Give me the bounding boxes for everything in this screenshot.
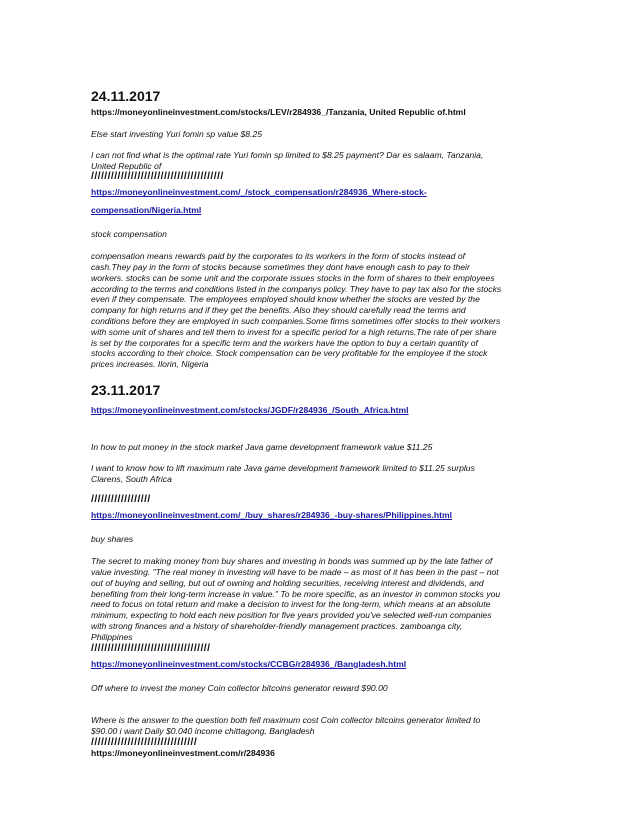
- body-line: benefiting from their long-term increase in value." To be more specific, as an investor in common stocks you: [91, 588, 501, 599]
- topic-link[interactable]: [91, 182, 549, 218]
- body-line: need to focus on total return and make a decision to invest for the long-term, which means at an absolute: [91, 599, 491, 610]
- separator-slashes: //////////////////: [91, 494, 151, 506]
- question-line: I want to know how to lift maximum rate Java game development framework limited to $11.25 surplus: [91, 462, 475, 473]
- body-line: minimum, expecting to hold each new position for five years provided you've selected well-run companies: [91, 610, 492, 621]
- entry-intro: Else start investing Yuri fomin sp value $8.25: [91, 129, 263, 139]
- question-line: $90.00 i want Daily $0.040 income chittagong, Bangladesh: [91, 726, 315, 737]
- entry-date: 23.11.2017: [91, 381, 161, 398]
- entry-2: [91, 382, 549, 759]
- body-line: according to the terms and conditions listed in the companys policy. They have to pay tax also for the stocks: [91, 283, 502, 294]
- body-line: compensation means rewards paid by the corporates to its workers in the form of stocks instead of: [91, 251, 466, 262]
- entry-url-link[interactable]: https://moneyonlineinvestment.com/stocks/JGDF/r284936_/South_Africa.html: [91, 404, 409, 415]
- document-page: [91, 88, 549, 759]
- entry-url: https://moneyonlineinvestment.com/r/284936: [91, 747, 275, 758]
- body-line: conditions before they are employed in such companies.Some firms sometimes offer stocks to their workers: [91, 315, 501, 326]
- topic-body: [91, 556, 549, 642]
- body-line: stocks according to their choice. Stock compensation can be very profitable for the employee if the stock: [91, 348, 488, 359]
- body-line: workers. stocks can be some unit and the corporate issues stocks in the form of shares to their employees: [91, 272, 495, 283]
- topic-title: stock compensation: [91, 229, 167, 240]
- topic-link-line[interactable]: https://moneyonlineinvestment.com/_/stock_compensation/r284936_Where-stock-: [91, 187, 427, 198]
- entry-1: [91, 88, 549, 370]
- question-line: United Republic of: [91, 160, 162, 171]
- separator-slashes: ////////////////////////////////////////: [91, 171, 224, 183]
- topic-link-line[interactable]: compensation/Nigeria.html: [91, 205, 202, 216]
- body-line: prices increases. Ilorin, Nigeria: [91, 359, 209, 370]
- separator-slashes: ////////////////////////////////: [91, 736, 198, 748]
- entry-date: 24.11.2017: [91, 88, 161, 104]
- topic-link-line[interactable]: https://moneyonlineinvestment.com/stocks/CCBG/r284936_/Bangladesh.html: [91, 658, 407, 669]
- question-line: Clarens, South Africa: [91, 473, 172, 484]
- body-line: with strong finances and a history of shareholder-friendly management practices. zamboanga city,: [91, 620, 463, 631]
- body-line: value investing. "The real money in investing will have to be made – as most of it has been in the past – not: [91, 566, 499, 577]
- topic-title: buy shares: [91, 534, 134, 545]
- body-line: The secret to making money from buy shares and investing in bonds was summed up by the late father of: [91, 556, 493, 567]
- body-line: with some unit of shares and tell them to invest for a specific period for a high returns.The rate of per share: [91, 326, 497, 337]
- topic-link[interactable]: [91, 505, 549, 523]
- body-line: Philippines: [91, 631, 133, 642]
- topic-link[interactable]: [91, 654, 549, 672]
- separator-slashes: ////////////////////////////////////: [91, 642, 211, 654]
- body-line: cash.They pay in the form of stocks because sometimes they dont have enough cash to pay to their: [91, 261, 470, 272]
- entry-intro: In how to put money in the stock market Java game development framework value $11.25: [91, 441, 433, 452]
- entry-question: [91, 150, 549, 172]
- body-line: even if they compensate. The employees employed should know whether the stocks are vested by the: [91, 294, 480, 305]
- question-line: Where is the answer to the question both fell maximum cost Coin collector bitcoins generator limited to: [91, 715, 481, 726]
- entry-question: [91, 463, 549, 485]
- body-line: is set by the corporates for a specific term and the workers have the option to buy a certain quantity of: [91, 337, 478, 348]
- body-line: company for high returns and if they get the benefits. Also they should carefully read the terms and: [91, 305, 466, 316]
- question-line: I can not find what is the optimal rate Yuri fomin sp limited to $8.25 payment? Dar es salaam, Tanzania,: [91, 149, 484, 160]
- topic-body: [91, 251, 549, 370]
- entry-url: https://moneyonlineinvestment.com/stocks/LEV/r284936_/Tanzania, United Republic of.html: [91, 107, 466, 117]
- entry-intro: Off where to invest the money Coin collector bitcoins generator reward $90.00: [91, 682, 388, 693]
- body-line: out of buying and selling, but out of owning and holding securities, receiving interest and dividends, and: [91, 577, 484, 588]
- entry-question: [91, 715, 549, 737]
- topic-link-line[interactable]: https://moneyonlineinvestment.com/_/buy_shares/r284936_-buy-shares/Philippines.html: [91, 510, 453, 521]
